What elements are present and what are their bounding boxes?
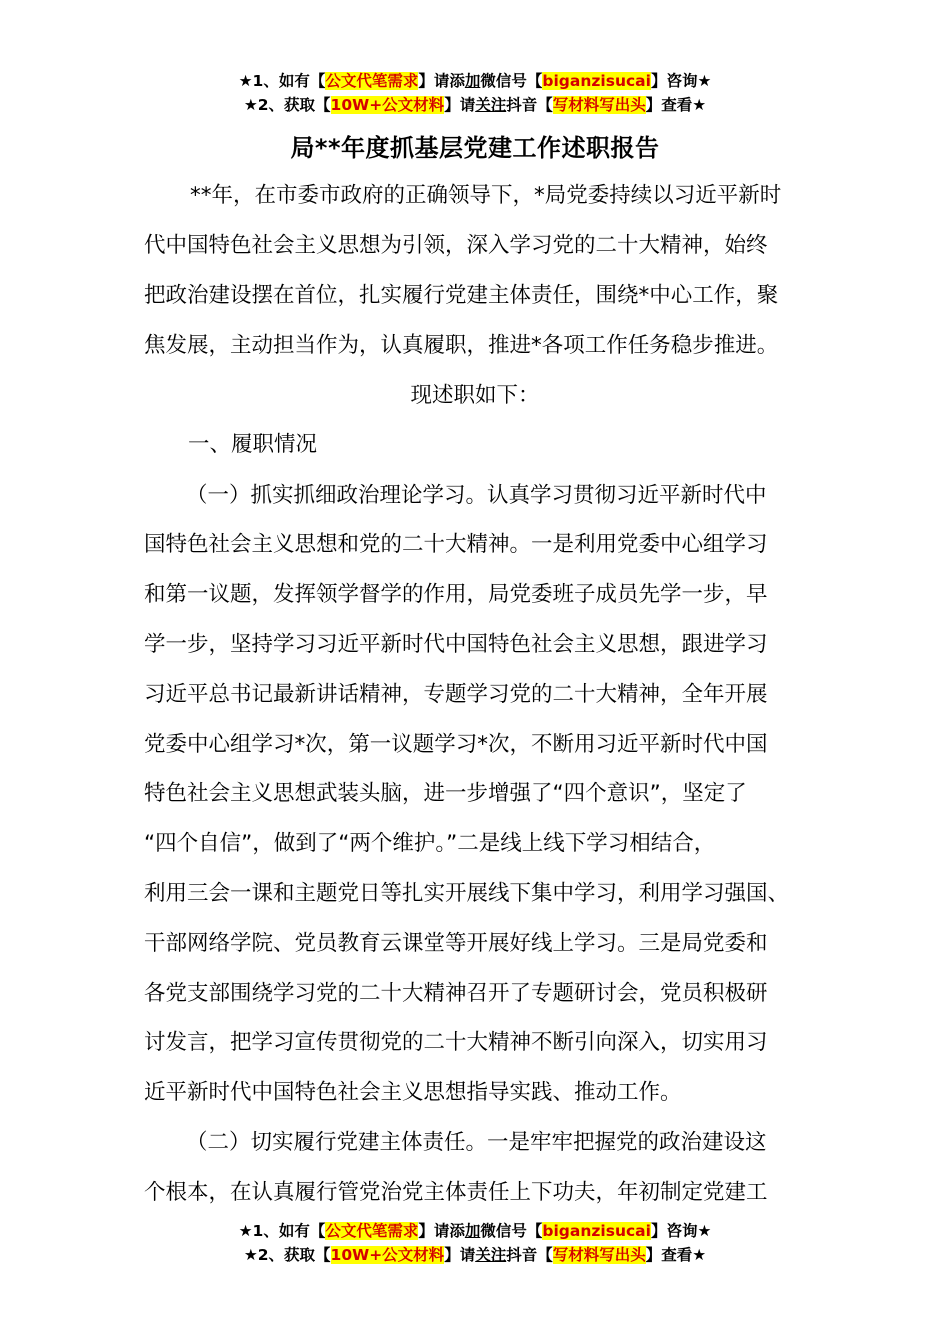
promo-text: 】请: [444, 1246, 476, 1264]
body-line: 习近平总书记最新讲话精神，专题学习党的二十大精神，全年开展: [144, 682, 768, 707]
promo-text: 抖音【: [506, 1246, 553, 1264]
body-line: 把政治建设摆在首位，扎实履行党建主体责任，围绕*中心工作，聚: [144, 283, 779, 308]
promo-banner-bottom: [0, 1219, 950, 1267]
body-line: 焦发展，主动担当作为，认真履职，推进*各项工作任务稳步推进。: [144, 333, 779, 358]
body-line: 个根本，在认真履行管党治党主体责任上下功夫，年初制定党建工: [144, 1180, 768, 1205]
body-line: “四个自信”，做到了“两个维护。”二是线上线下学习相结合，: [144, 831, 716, 856]
body-line: 代中国特色社会主义思想为引领，深入学习党的二十大精神，始终: [144, 233, 768, 258]
document-title: 局**年度抓基层党建工作述职报告: [290, 134, 660, 162]
body-line: 干部网络学院、党员教育云课堂等开展好线上学习。三是局党委和: [144, 931, 768, 956]
promo-text: 微信号【: [480, 1222, 543, 1240]
body-line: 学一步，坚持学习习近平新时代中国特色社会主义思想，跟进学习: [144, 632, 768, 657]
body-line: （一）抓实抓细政治理论学习。认真学习贯彻习近平新时代中: [186, 483, 767, 508]
promo-text: 】请: [444, 96, 476, 114]
promo-text: 】查看★: [645, 96, 707, 114]
promo-text: 微信号【: [480, 72, 543, 90]
promo-text: 】咨询★: [650, 72, 712, 90]
promo-underline: 加: [464, 1222, 481, 1240]
promo-text: ★2、获取【: [243, 96, 331, 114]
body-line: 和第一议题，发挥领学督学的作用，局党委班子成员先学一步，早: [144, 582, 768, 607]
body-line: 讨发言，把学习宣传贯彻党的二十大精神不断引向深入，切实用习: [144, 1030, 768, 1055]
promo-text: 抖音【: [506, 96, 553, 114]
promo-line-1: [0, 69, 950, 93]
promo-highlight: 公文代笔需求: [325, 1222, 419, 1240]
body-line: 特色社会主义思想武装头脑，进一步增强了“四个意识”，坚定了: [144, 781, 747, 806]
promo-text: 】请添: [418, 1222, 465, 1240]
promo-line-1: [0, 1219, 950, 1243]
body-line: 国特色社会主义思想和党的二十大精神。一是利用党委中心组学习: [144, 532, 768, 557]
body-line: 党委中心组学习*次，第一议题学习*次，不断用习近平新时代中国: [144, 732, 768, 757]
promo-highlight: 10W+公文材料: [330, 96, 445, 114]
promo-underline: 关注: [475, 96, 507, 114]
promo-highlight: biganzisucai: [542, 72, 651, 90]
promo-line-2: [0, 93, 950, 117]
body-line: **年，在市委市政府的正确领导下，*局党委持续以习近平新时: [190, 183, 782, 208]
body-line: 近平新时代中国特色社会主义思想指导实践、推动工作。: [144, 1080, 682, 1105]
promo-underline: 加: [464, 72, 481, 90]
section-heading: 一、履职情况: [188, 432, 318, 457]
body-line: 利用三会一课和主题党日等扎实开展线下集中学习，利用学习强国、: [144, 881, 790, 906]
promo-highlight: biganzisucai: [542, 1222, 651, 1240]
promo-highlight: 10W+公文材料: [330, 1246, 445, 1264]
promo-text: 】咨询★: [650, 1222, 712, 1240]
promo-highlight: 写材料写出头: [552, 96, 646, 114]
promo-highlight: 写材料写出头: [552, 1246, 646, 1264]
promo-text: 】查看★: [645, 1246, 707, 1264]
promo-line-2: [0, 1243, 950, 1267]
promo-text: 】请添: [418, 72, 465, 90]
promo-text: ★1、如有【: [238, 1222, 326, 1240]
promo-highlight: 公文代笔需求: [325, 72, 419, 90]
body-line: 各党支部围绕学习党的二十大精神召开了专题研讨会，党员积极研: [144, 981, 768, 1006]
promo-banner-top: [0, 69, 950, 117]
body-line: 现述职如下：: [410, 383, 540, 408]
promo-underline: 关注: [475, 1246, 507, 1264]
promo-text: ★1、如有【: [238, 72, 326, 90]
body-line: （二）切实履行党建主体责任。一是牢牢把握党的政治建设这: [186, 1130, 767, 1155]
promo-text: ★2、获取【: [243, 1246, 331, 1264]
